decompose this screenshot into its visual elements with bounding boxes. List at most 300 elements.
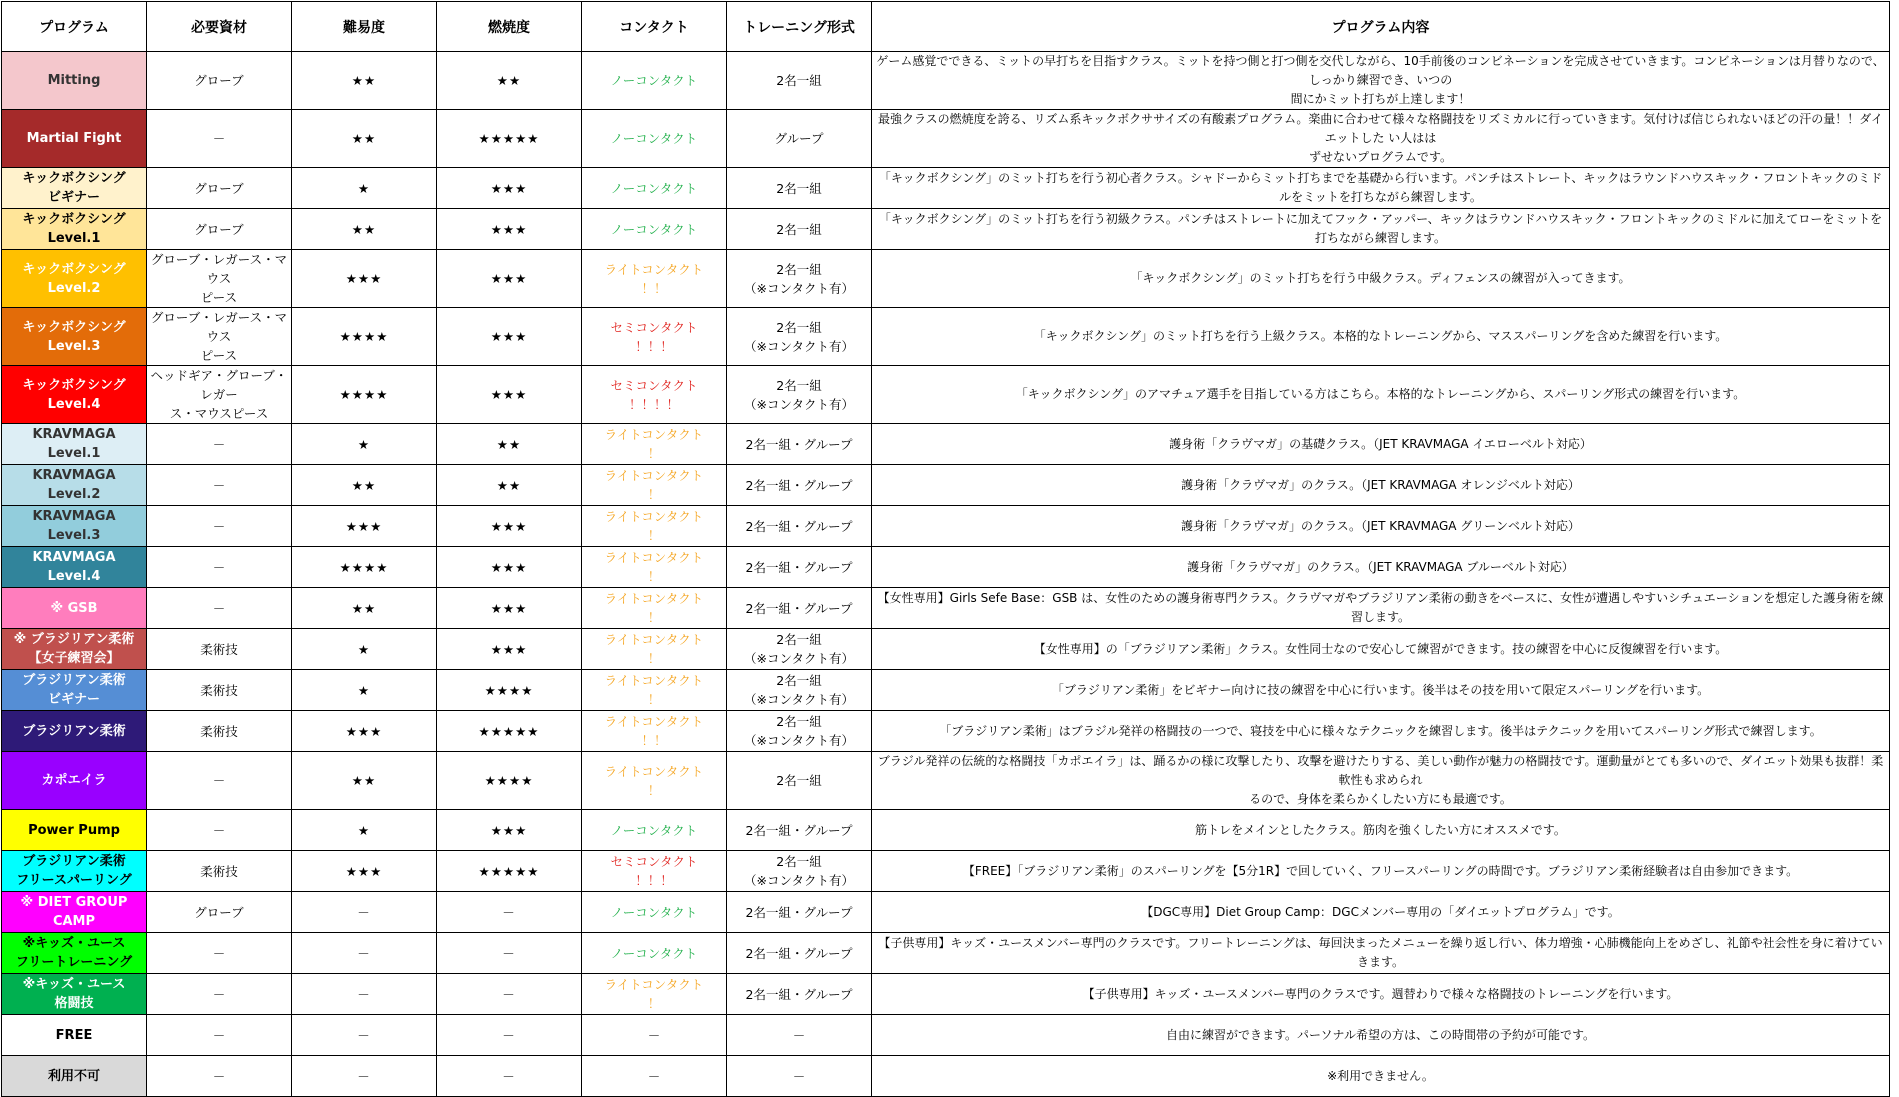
description-cell-line: 【DGC専用】Diet Group Camp：DGCメンバー専用の「ダイエットプログラム」です。 <box>1141 904 1620 919</box>
equipment-cell-line: ス・マウスピース <box>169 406 269 421</box>
table-row <box>2 629 1890 670</box>
contact-cell <box>582 974 727 1015</box>
contact-cell <box>582 1015 727 1056</box>
training-format-cell <box>727 1015 872 1056</box>
contact-cell-line: ライトコンタクト <box>604 509 704 524</box>
program-name-cell <box>2 670 147 711</box>
equipment-cell <box>147 892 292 933</box>
training-format-cell-line: 2名一組・グループ <box>745 945 853 961</box>
description-cell-line: ブラジル発祥の伝統的な格闘技「カポエイラ」は、踊るかの様に攻撃したり、攻撃を避けたりする、美しい動作が魅力の格闘技です。運動量がとても多いので、ダイエット効果も抜群！柔軟性も求められ <box>877 754 1884 787</box>
equipment-cell-line: － <box>212 477 226 493</box>
program-name-cell-line: ※ ブラジリアン柔術 <box>13 632 135 647</box>
training-format-cell-line: 2名一組 <box>776 632 822 647</box>
burn-cell: ★★★ <box>437 250 582 308</box>
equipment-cell <box>147 52 292 110</box>
program-name-cell-line: Mitting <box>47 73 101 88</box>
description-cell-line: 【子供専用】キッズ・ユースメンバー専門のクラスです。週替わりで様々な格闘技のトレーニングを行います。 <box>1082 986 1679 1001</box>
difficulty-cell: ★★★ <box>292 506 437 547</box>
contact-cell-line: ノーコンタクト <box>610 180 698 196</box>
training-format-cell-line: 2名一組 <box>776 261 822 277</box>
equipment-cell-line: － <box>212 559 226 575</box>
burn-cell: － <box>437 1056 582 1097</box>
training-format-cell <box>727 892 872 933</box>
contact-cell <box>582 892 727 933</box>
burn-cell: ★★★ <box>437 629 582 670</box>
training-format-cell <box>727 168 872 209</box>
burn-cell: ★★★★★ <box>437 110 582 168</box>
program-name-cell-line: Martial Fight <box>26 131 122 146</box>
description-cell <box>872 547 1890 588</box>
program-name-cell-line: KRAVMAGA <box>32 468 116 483</box>
program-name-cell <box>2 711 147 752</box>
training-format-cell <box>727 52 872 110</box>
description-cell <box>872 752 1890 810</box>
burn-cell: ★★★ <box>437 308 582 366</box>
equipment-cell <box>147 851 292 892</box>
program-name-cell <box>2 52 147 110</box>
program-name-cell-line: ビギナー <box>47 190 100 205</box>
equipment-cell <box>147 1056 292 1097</box>
training-format-cell-line: 2名一組 <box>776 854 822 869</box>
burn-cell: ★★★★ <box>437 752 582 810</box>
training-format-cell <box>727 1056 872 1097</box>
contact-cell <box>582 308 727 366</box>
training-format-cell <box>727 506 872 547</box>
equipment-cell <box>147 506 292 547</box>
program-name-cell-line: ※キッズ・ユース <box>22 936 126 951</box>
training-format-cell-line: － <box>792 1068 806 1084</box>
burn-cell: ★★★ <box>437 810 582 851</box>
table-row <box>2 1056 1890 1097</box>
header-program: プログラム <box>2 2 147 52</box>
contact-cell-line: ！ <box>647 782 661 798</box>
contact-cell-line: ！ <box>647 651 661 666</box>
table-row <box>2 851 1890 892</box>
description-cell <box>872 250 1890 308</box>
equipment-cell-line: － <box>212 518 226 534</box>
program-name-cell-line: KRAVMAGA <box>32 509 116 524</box>
program-name-cell-line: Level.4 <box>47 569 101 584</box>
program-name-cell-line: Level.3 <box>47 528 101 543</box>
program-name-cell-line: キックボクシング <box>22 261 126 277</box>
equipment-cell-line: グローブ <box>194 904 244 920</box>
contact-cell <box>582 629 727 670</box>
contact-cell-line: ライトコンタクト <box>604 763 704 779</box>
table-row <box>2 810 1890 851</box>
contact-cell-line: ！ <box>647 692 661 707</box>
contact-cell-line: ライトコンタクト <box>604 427 704 442</box>
program-name-cell-line: Level.1 <box>47 231 101 246</box>
training-format-cell-line: 2名一組 <box>776 180 822 196</box>
equipment-cell-line: ヘッドギア・グローブ・レガー <box>150 368 288 402</box>
description-cell-line: 護身術「クラヴマガ」のクラス。（JET KRAVMAGA グリーンベルト対応） <box>1180 518 1581 533</box>
contact-cell-line: セミコンタクト <box>610 377 698 393</box>
training-format-cell-line: － <box>792 1027 806 1043</box>
table-row <box>2 366 1890 424</box>
description-cell-line: ずせないプログラムです。 <box>1309 150 1452 164</box>
description-cell-line: 【FREE】「ブラジリアン柔術」のスパーリングを【5分1R】で回していく、フリースパーリングの時間です。ブラジリアン柔術経験者は自由参加できます。 <box>962 863 1799 878</box>
equipment-cell-line: 柔術技 <box>200 641 238 657</box>
contact-cell-line: ！ <box>647 446 661 461</box>
program-name-cell-line: Level.2 <box>47 487 101 502</box>
description-cell <box>872 933 1890 974</box>
description-cell-line: 「キックボクシング」のミット打ちを行う初級クラス。パンチはストレートに加えてフック・アッパー、キックはラウンドハウスキック・フロントキックのミドルに加えてローをミットを打ちながら練習します。 <box>878 212 1883 245</box>
training-format-cell <box>727 670 872 711</box>
program-name-cell-line: CAMP <box>52 914 96 929</box>
program-name-cell <box>2 933 147 974</box>
program-name-cell-line: KRAVMAGA <box>32 427 116 442</box>
program-name-cell <box>2 110 147 168</box>
table-row <box>2 1015 1890 1056</box>
training-format-cell-line: 2名一組 <box>776 221 822 237</box>
program-name-cell <box>2 810 147 851</box>
description-cell-line: 「キックボクシング」のアマチュア選手を目指している方はこちら。本格的なトレーニングから、スパーリング形式の練習を行います。 <box>1015 387 1746 401</box>
training-format-cell-line: （※コンタクト有） <box>744 338 854 354</box>
program-name-cell-line: キックボクシング <box>22 171 126 186</box>
program-name-cell-line: Level.3 <box>47 338 101 354</box>
difficulty-cell: － <box>292 1015 437 1056</box>
burn-cell: ★★ <box>437 465 582 506</box>
difficulty-cell: ★ <box>292 629 437 670</box>
training-format-cell-line: グループ <box>774 131 824 146</box>
description-cell <box>872 168 1890 209</box>
difficulty-cell: ★★★★ <box>292 547 437 588</box>
program-name-cell <box>2 588 147 629</box>
contact-cell-line: ！！！！ <box>628 396 679 412</box>
contact-cell-line: ライトコンタクト <box>604 714 704 729</box>
program-name-cell-line: ビギナー <box>47 692 100 707</box>
equipment-cell-line: － <box>212 131 226 146</box>
training-format-cell-line: 2名一組・グループ <box>745 436 853 452</box>
description-cell <box>872 366 1890 424</box>
difficulty-cell: ★★★ <box>292 250 437 308</box>
table-row <box>2 506 1890 547</box>
equipment-cell <box>147 547 292 588</box>
program-name-cell <box>2 465 147 506</box>
equipment-cell <box>147 168 292 209</box>
program-name-cell-line: キックボクシング <box>22 377 126 393</box>
program-name-cell <box>2 366 147 424</box>
equipment-cell-line: ピース <box>200 290 238 305</box>
description-cell-line: 最強クラスの燃焼度を誇る、リズム系キックボクササイズの有酸素プログラム。楽曲に合わせて様々な格闘技をリズミカルに行っていきます。気付けば信じられないほどの汗の量！！ダイエットした い人はは <box>877 112 1883 145</box>
header-format: トレーニング形式 <box>727 2 872 52</box>
program-name-cell-line: カポエイラ <box>41 773 107 788</box>
table-row <box>2 168 1890 209</box>
training-format-cell <box>727 465 872 506</box>
equipment-cell-line: － <box>212 600 226 616</box>
equipment-cell-line: 柔術技 <box>200 682 238 698</box>
training-format-cell <box>727 588 872 629</box>
contact-cell-line: ！ <box>647 610 661 625</box>
description-cell-line: 「ブラジリアン柔術」はブラジル発祥の格闘技の一つで、寝技を中心に様々なテクニックを練習します。後半はテクニックを用いてスパーリング形式で練習します。 <box>939 723 1822 738</box>
header-difficulty: 難易度 <box>292 2 437 52</box>
difficulty-cell: ★ <box>292 810 437 851</box>
description-cell-line: 護身術「クラヴマガ」のクラス。（JET KRAVMAGA オレンジベルト対応） <box>1181 477 1580 492</box>
burn-cell: － <box>437 974 582 1015</box>
program-name-cell-line: Level.1 <box>47 446 101 461</box>
training-format-cell <box>727 366 872 424</box>
program-name-cell <box>2 250 147 308</box>
table-row <box>2 670 1890 711</box>
description-cell-line: 「キックボクシング」のミット打ちを行う中級クラス。ディフェンスの練習が入ってきます。 <box>1130 271 1631 285</box>
contact-cell-line: ライトコンタクト <box>604 550 704 565</box>
equipment-cell <box>147 424 292 465</box>
contact-cell-line: ！！ <box>641 733 667 748</box>
header-row <box>2 2 1890 52</box>
equipment-cell <box>147 974 292 1015</box>
difficulty-cell: ★ <box>292 670 437 711</box>
equipment-cell-line: グローブ・レガース・マウス <box>150 310 288 344</box>
table-row <box>2 424 1890 465</box>
equipment-cell-line: － <box>212 986 226 1002</box>
equipment-cell <box>147 465 292 506</box>
equipment-cell <box>147 588 292 629</box>
table-row <box>2 250 1890 308</box>
program-name-cell <box>2 168 147 209</box>
description-cell-line: 間にかミット打ちが上達します！ <box>1290 92 1471 106</box>
contact-cell-line: ライトコンタクト <box>604 673 704 688</box>
contact-cell-line: ライトコンタクト <box>604 632 704 647</box>
difficulty-cell: ★★★ <box>292 851 437 892</box>
training-format-cell <box>727 209 872 250</box>
program-name-cell <box>2 209 147 250</box>
description-cell-line: 護身術「クラヴマガ」のクラス。（JET KRAVMAGA ブルーベルト対応） <box>1187 559 1574 574</box>
description-cell-line: 「ブラジリアン柔術」をビギナー向けに技の練習を中心に行います。後半はその技を用いて限定スパーリングを行います。 <box>1051 682 1710 697</box>
description-cell-line: 【女性専用】の「ブラジリアン柔術」クラス。女性同士なので安心して練習ができます。技の練習を中心に反復練習を行います。 <box>1033 641 1728 656</box>
difficulty-cell: － <box>292 933 437 974</box>
table-row <box>2 547 1890 588</box>
contact-cell <box>582 752 727 810</box>
training-format-cell-line: （※コンタクト有） <box>744 396 854 412</box>
description-cell-line: 筋トレをメインとしたクラス。筋肉を強くしたい方にオススメです。 <box>1195 822 1566 837</box>
training-format-cell <box>727 851 872 892</box>
training-format-cell-line: 2名一組・グループ <box>745 904 853 920</box>
equipment-cell <box>147 366 292 424</box>
program-name-cell-line: FREE <box>55 1027 93 1043</box>
difficulty-cell: ★ <box>292 424 437 465</box>
equipment-cell-line: － <box>212 1027 226 1043</box>
table-row <box>2 892 1890 933</box>
contact-cell <box>582 670 727 711</box>
training-format-cell-line: （※コンタクト有） <box>744 733 854 748</box>
description-cell <box>872 588 1890 629</box>
contact-cell <box>582 1056 727 1097</box>
burn-cell: ★★★ <box>437 547 582 588</box>
equipment-cell-line: グローブ <box>194 73 244 88</box>
description-cell <box>872 110 1890 168</box>
program-name-cell-line: ※キッズ・ユース <box>22 977 126 992</box>
contact-cell-line: ！ <box>647 996 661 1011</box>
contact-cell <box>582 851 727 892</box>
training-format-cell <box>727 424 872 465</box>
equipment-cell-line: － <box>212 436 226 452</box>
program-name-cell-line: キックボクシング <box>22 319 126 335</box>
description-cell-line: 「キックボクシング」のミット打ちを行う上級クラス。本格的なトレーニングから、マススパーリングを含めた練習を行います。 <box>1033 329 1728 343</box>
training-format-cell <box>727 250 872 308</box>
program-table <box>1 1 1890 1097</box>
training-format-cell <box>727 974 872 1015</box>
training-format-cell-line: 2名一組 <box>776 377 822 393</box>
program-name-cell-line: 利用不可 <box>47 1068 100 1084</box>
description-cell-line: 【女性専用】Girls Sefe Base：GSB は、女性のための護身術専門クラス。クラヴマガやブラジリアン柔術の動きをベースに、女性が遭遇しやすいシチュエーションを想定した護身術を練習します。 <box>877 591 1884 624</box>
contact-cell-line: ！ <box>647 569 661 584</box>
equipment-cell-line: ピース <box>200 348 238 363</box>
training-format-cell-line: 2名一組 <box>776 773 822 788</box>
table-row <box>2 52 1890 110</box>
training-format-cell-line: 2名一組・グループ <box>745 559 853 575</box>
program-name-cell-line: ブラジリアン柔術 <box>22 854 126 869</box>
equipment-cell <box>147 209 292 250</box>
program-name-cell-line: 格闘技 <box>54 996 94 1011</box>
program-name-cell-line: KRAVMAGA <box>32 550 116 565</box>
difficulty-cell: ★★★★ <box>292 308 437 366</box>
contact-cell-line: ！ <box>647 487 661 502</box>
description-cell <box>872 52 1890 110</box>
burn-cell: － <box>437 933 582 974</box>
equipment-cell-line: － <box>212 822 226 838</box>
program-name-cell <box>2 1056 147 1097</box>
table-row <box>2 308 1890 366</box>
training-format-cell-line: 2名一組 <box>776 714 822 729</box>
training-format-cell-line: 2名一組・グループ <box>745 477 853 493</box>
description-cell <box>872 506 1890 547</box>
program-name-cell-line: ※ DIET GROUP <box>20 895 128 910</box>
burn-cell: － <box>437 892 582 933</box>
contact-cell <box>582 711 727 752</box>
description-cell <box>872 629 1890 670</box>
difficulty-cell: ★★ <box>292 465 437 506</box>
contact-cell-line: － <box>647 1027 661 1043</box>
program-name-cell-line: 【女子練習会】 <box>28 651 120 666</box>
equipment-cell <box>147 629 292 670</box>
contact-cell <box>582 810 727 851</box>
training-format-cell-line: 2名一組 <box>776 673 822 688</box>
program-name-cell-line: ブラジリアン柔術 <box>22 673 126 688</box>
equipment-cell <box>147 752 292 810</box>
header-burn: 燃焼度 <box>437 2 582 52</box>
contact-cell-line: ノーコンタクト <box>610 945 698 961</box>
contact-cell <box>582 424 727 465</box>
equipment-cell-line: － <box>212 1068 226 1084</box>
contact-cell <box>582 209 727 250</box>
program-name-cell <box>2 851 147 892</box>
description-cell <box>872 974 1890 1015</box>
training-format-cell <box>727 110 872 168</box>
equipment-cell-line: － <box>212 773 226 788</box>
table-row <box>2 933 1890 974</box>
training-format-cell-line: （※コンタクト有） <box>744 692 854 707</box>
program-name-cell <box>2 547 147 588</box>
description-cell-line: 自由に練習ができます。パーソナル希望の方は、この時間帯の予約が可能です。 <box>1165 1027 1595 1042</box>
training-format-cell <box>727 629 872 670</box>
program-name-cell <box>2 1015 147 1056</box>
contact-cell <box>582 933 727 974</box>
program-name-cell-line: フリートレーニング <box>15 955 133 970</box>
program-name-cell <box>2 424 147 465</box>
difficulty-cell: ★★ <box>292 209 437 250</box>
contact-cell-line: ノーコンタクト <box>610 131 698 146</box>
contact-cell-line: ノーコンタクト <box>610 221 698 237</box>
description-cell-line: ※利用できません。 <box>1327 1068 1434 1083</box>
equipment-cell-line: 柔術技 <box>200 723 238 739</box>
training-format-cell-line: 2名一組・グループ <box>745 986 853 1002</box>
description-cell <box>872 465 1890 506</box>
description-cell-line: るので、身体を柔らかくしたい方にも最適です。 <box>1249 792 1512 806</box>
contact-cell-line: ！！！ <box>635 873 673 888</box>
description-cell-line: 護身術「クラヴマガ」の基礎クラス。（JET KRAVMAGA イエローベルト対応） <box>1169 436 1592 451</box>
table-row <box>2 209 1890 250</box>
training-format-cell <box>727 711 872 752</box>
equipment-cell <box>147 1015 292 1056</box>
program-name-cell <box>2 974 147 1015</box>
contact-cell <box>582 547 727 588</box>
description-cell <box>872 711 1890 752</box>
burn-cell: ★★★ <box>437 506 582 547</box>
training-format-cell-line: 2名一組・グループ <box>745 518 853 534</box>
contact-cell <box>582 506 727 547</box>
burn-cell: ★★ <box>437 52 582 110</box>
equipment-cell <box>147 250 292 308</box>
description-cell <box>872 1015 1890 1056</box>
contact-cell-line: ライトコンタクト <box>604 591 704 606</box>
description-cell <box>872 308 1890 366</box>
training-format-cell-line: （※コンタクト有） <box>744 873 854 888</box>
program-name-cell <box>2 752 147 810</box>
difficulty-cell: － <box>292 974 437 1015</box>
program-name-cell-line: ブラジリアン柔術 <box>22 723 126 739</box>
equipment-cell-line: グローブ <box>194 180 244 196</box>
contact-cell <box>582 250 727 308</box>
contact-cell-line: ！！ <box>641 280 667 296</box>
training-format-cell-line: 2名一組・グループ <box>745 822 853 838</box>
header-contact: コンタクト <box>582 2 727 52</box>
burn-cell: ★★★ <box>437 168 582 209</box>
difficulty-cell: ★★ <box>292 110 437 168</box>
description-cell <box>872 209 1890 250</box>
burn-cell: ★★★ <box>437 209 582 250</box>
contact-cell-line: ノーコンタクト <box>610 904 698 920</box>
program-rows <box>2 52 1890 1097</box>
description-cell <box>872 892 1890 933</box>
description-cell <box>872 670 1890 711</box>
program-name-cell-line: ※ GSB <box>50 600 98 616</box>
equipment-cell-line: － <box>212 945 226 961</box>
contact-cell-line: ノーコンタクト <box>610 822 698 838</box>
training-format-cell-line: （※コンタクト有） <box>744 651 854 666</box>
contact-cell-line: ！ <box>647 528 661 543</box>
table-row <box>2 588 1890 629</box>
description-cell-line: ゲーム感覚でできる、ミットの早打ちを目指すクラス。ミットを持つ側と打つ側を交代しながら、10手前後のコンビネーションを完成させていきます。コンビネーションは月替りなので、しっかり練習でき、いつの <box>876 54 1885 87</box>
equipment-cell <box>147 933 292 974</box>
header-equipment: 必要資材 <box>147 2 292 52</box>
training-format-cell <box>727 308 872 366</box>
equipment-cell <box>147 308 292 366</box>
contact-cell <box>582 588 727 629</box>
program-name-cell-line: キックボクシング <box>22 212 126 227</box>
program-name-cell <box>2 308 147 366</box>
contact-cell-line: ライトコンタクト <box>604 261 704 277</box>
contact-cell <box>582 168 727 209</box>
program-name-cell-line: Power Pump <box>28 822 120 838</box>
program-name-cell <box>2 506 147 547</box>
table-row <box>2 711 1890 752</box>
description-cell <box>872 851 1890 892</box>
training-format-cell <box>727 810 872 851</box>
difficulty-cell: － <box>292 892 437 933</box>
contact-cell-line: ライトコンタクト <box>604 977 704 992</box>
equipment-cell <box>147 670 292 711</box>
training-format-cell-line: 2名一組 <box>776 73 822 88</box>
